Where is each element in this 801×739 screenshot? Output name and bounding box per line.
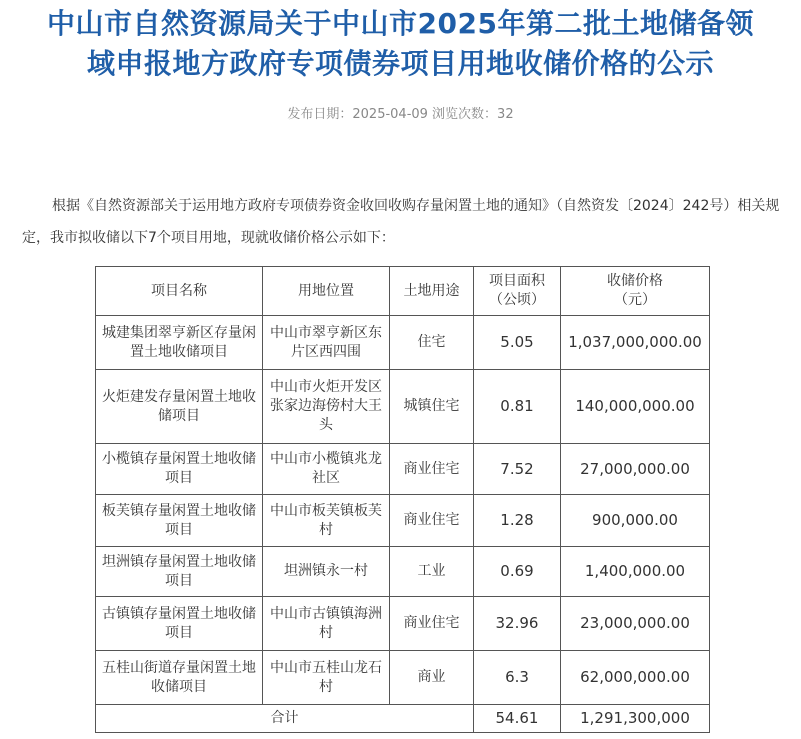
cell-land-use: 住宅: [390, 316, 474, 370]
table-row: [96, 444, 710, 495]
cell-area: 6.3: [474, 651, 561, 705]
header-area: [474, 267, 561, 316]
table-row: [96, 316, 710, 370]
cell-land-use: 商业住宅: [390, 597, 474, 651]
cell-project-name: 坦洲镇存量闲置土地收储项目: [96, 547, 263, 597]
table-row: [96, 495, 710, 547]
table-row: [96, 370, 710, 444]
cell-price: 23,000,000.00: [561, 597, 710, 651]
cell-area: 0.81: [474, 370, 561, 444]
header-area-line1: 项目面积: [489, 273, 545, 289]
cell-location: 中山市火炬开发区张家边海傍村大王头: [263, 370, 390, 444]
header-land-use: 土地用途: [390, 267, 474, 316]
cell-project-name: 火炬建发存量闲置土地收储项目: [96, 370, 263, 444]
cell-location: 中山市板芙镇板芙村: [263, 495, 390, 547]
cell-area: 5.05: [474, 316, 561, 370]
cell-project-name: 板芙镇存量闲置土地收储项目: [96, 495, 263, 547]
header-price: [561, 267, 710, 316]
cell-area: 1.28: [474, 495, 561, 547]
cell-project-name: 小榄镇存量闲置土地收储项目: [96, 444, 263, 495]
total-price: 1,291,300,000: [561, 705, 710, 733]
cell-location: 中山市古镇镇海洲村: [263, 597, 390, 651]
cell-project-name: 古镇镇存量闲置土地收储项目: [96, 597, 263, 651]
header-price-line2: （元）: [614, 292, 656, 308]
title-line-2: 域申报地方政府专项债券项目用地收储价格的公示: [86, 47, 714, 80]
cell-project-name: 五桂山街道存量闲置土地收储项目: [96, 651, 263, 705]
land-price-table: [95, 266, 710, 733]
cell-price: 1,037,000,000.00: [561, 316, 710, 370]
cell-location: 中山市五桂山龙石村: [263, 651, 390, 705]
cell-location: 中山市翠亨新区东片区西四围: [263, 316, 390, 370]
table-row: [96, 651, 710, 705]
cell-price: 900,000.00: [561, 495, 710, 547]
cell-price: 62,000,000.00: [561, 651, 710, 705]
cell-area: 32.96: [474, 597, 561, 651]
cell-location: 坦洲镇永一村: [263, 547, 390, 597]
cell-land-use: 商业: [390, 651, 474, 705]
total-row: [96, 705, 710, 733]
cell-price: 1,400,000.00: [561, 547, 710, 597]
header-area-line2: （公顷）: [489, 292, 545, 308]
cell-land-use: 商业住宅: [390, 495, 474, 547]
article-title: [0, 4, 801, 84]
cell-project-name: 城建集团翠亨新区存量闲置土地收储项目: [96, 316, 263, 370]
cell-area: 0.69: [474, 547, 561, 597]
table-header-row: [96, 267, 710, 316]
cell-land-use: 商业住宅: [390, 444, 474, 495]
header-location: 用地位置: [263, 267, 390, 316]
article-meta: 发布日期：2025-04-09 浏览次数：32: [287, 107, 514, 122]
header-project-name: 项目名称: [96, 267, 263, 316]
cell-price: 27,000,000.00: [561, 444, 710, 495]
cell-area: 7.52: [474, 444, 561, 495]
cell-land-use: 城镇住宅: [390, 370, 474, 444]
cell-price: 140,000,000.00: [561, 370, 710, 444]
title-line-1: 中山市自然资源局关于中山市2025年第二批土地储备领: [47, 7, 754, 40]
table-row: [96, 597, 710, 651]
total-area: 54.61: [474, 705, 561, 733]
total-label: 合计: [96, 705, 474, 733]
cell-land-use: 工业: [390, 547, 474, 597]
header-price-line1: 收储价格: [607, 273, 663, 289]
cell-location: 中山市小榄镇兆龙社区: [263, 444, 390, 495]
table-row: [96, 547, 710, 597]
intro-paragraph: 根据《自然资源部关于运用地方政府专项债券资金收回收购存量闲置土地的通知》（自然资发〔2024〕242号）相关规定，我市拟收储以下7个项目用地，现就收储价格公示如下：: [22, 198, 780, 246]
